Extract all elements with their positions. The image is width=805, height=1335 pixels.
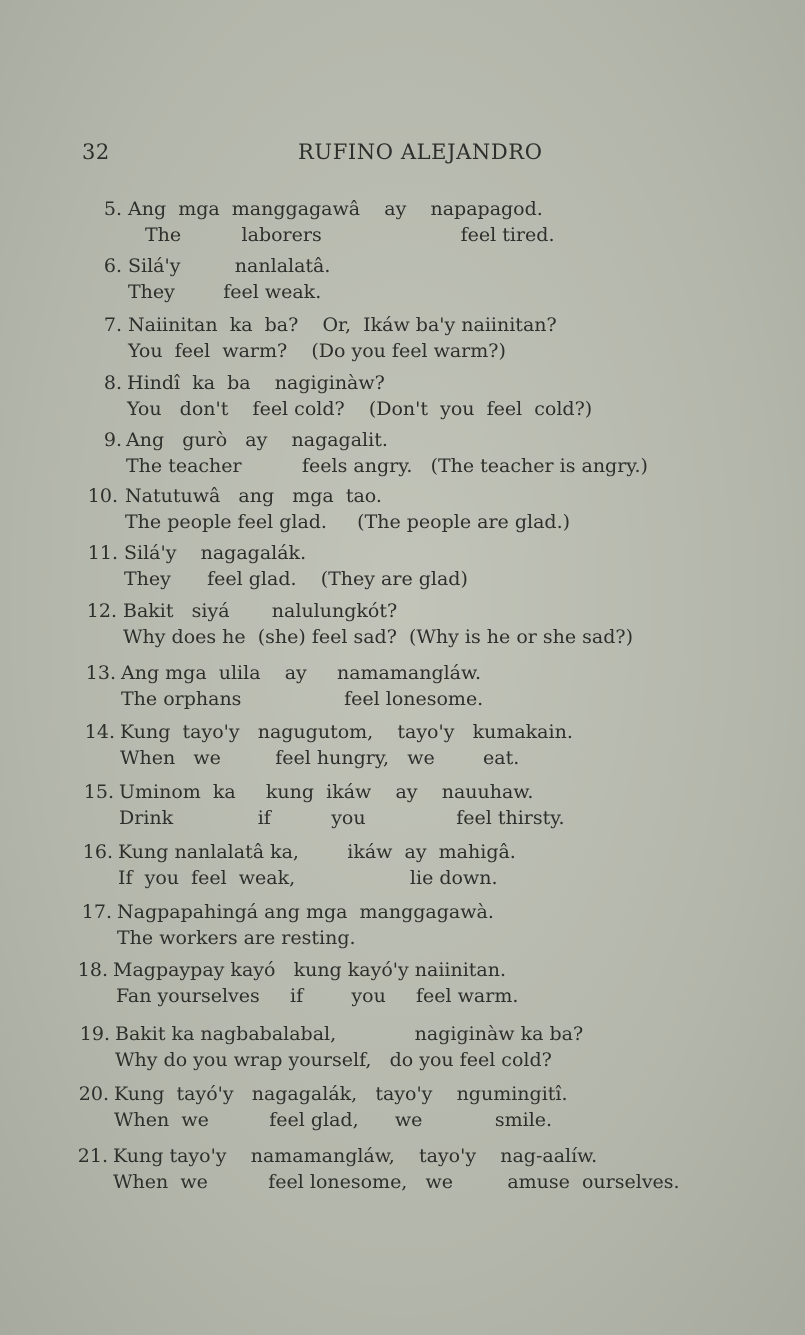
sentence-entry <box>0 780 805 838</box>
entry-number: 21. <box>77 1145 108 1167</box>
entry-number: 10. <box>87 485 118 507</box>
entry-number: 15. <box>83 781 114 803</box>
tagalog-line: Kung nanlalatâ ka, ikáw ay mahigâ. <box>118 841 516 863</box>
entry-number: 13. <box>85 662 116 684</box>
sentence-entry <box>0 661 805 719</box>
tagalog-line: Kung tayo'y nagugutom, tayo'y kumakain. <box>120 721 573 743</box>
english-line: The workers are resting. <box>117 927 356 949</box>
english-line: When we feel hungry, we eat. <box>120 747 520 769</box>
entry-number: 5. <box>103 198 122 220</box>
english-line: They feel glad. (They are glad) <box>124 568 468 590</box>
tagalog-line: Ang mga manggagawâ ay napapagod. <box>128 198 543 220</box>
entry-number: 6. <box>103 255 122 277</box>
tagalog-line: Bakit siyá nalulungkót? <box>123 600 398 622</box>
sentence-entry <box>0 428 805 486</box>
tagalog-line: Kung tayo'y namamangláw, tayo'y nag-aalíw. <box>113 1145 598 1167</box>
tagalog-line: Silá'y nanlalatâ. <box>128 255 331 277</box>
tagalog-line: Bakit ka nagbabalabal, nagiginàw ka ba? <box>115 1023 584 1045</box>
sentence-entry <box>0 1022 805 1080</box>
tagalog-line: Silá'y nagagalák. <box>124 542 307 564</box>
running-head: RUFINO ALEJANDRO <box>298 140 543 164</box>
english-line: The laborers feel tired. <box>145 224 555 246</box>
tagalog-line: Nagpapahingá ang mga manggagawà. <box>117 901 494 923</box>
tagalog-line: Natutuwâ ang mga tao. <box>125 485 382 507</box>
sentence-entry <box>0 541 805 599</box>
entry-number: 18. <box>77 959 108 981</box>
english-line: Why do you wrap yourself, do you feel cold? <box>115 1049 552 1071</box>
english-line: Why does he (she) feel sad? (Why is he or she sad?) <box>123 626 633 648</box>
tagalog-line: Ang mga ulila ay namamangláw. <box>121 662 482 684</box>
sentence-entry <box>0 371 805 429</box>
english-line: Drink if you feel thirsty. <box>119 807 565 829</box>
sentence-entry <box>0 1144 805 1202</box>
page-number: 32 <box>82 140 110 164</box>
entry-number: 8. <box>103 372 122 394</box>
tagalog-line: Kung tayó'y nagagalák, tayo'y ngumingitî. <box>114 1083 568 1105</box>
tagalog-line: Hindî ka ba nagiginàw? <box>127 372 385 394</box>
entry-number: 9. <box>103 429 122 451</box>
sentence-entry <box>0 313 805 371</box>
sentence-entry <box>0 900 805 958</box>
tagalog-line: Uminom ka kung ikáw ay nauuhaw. <box>119 781 534 803</box>
english-line: They feel weak. <box>128 281 322 303</box>
english-line: The people feel glad. (The people are glad.) <box>125 511 571 533</box>
english-line: The orphans feel lonesome. <box>121 688 484 710</box>
english-line: When we feel glad, we smile. <box>114 1109 553 1131</box>
sentence-entry <box>0 599 805 657</box>
sentence-entry <box>0 484 805 542</box>
entry-number: 11. <box>87 542 118 564</box>
sentence-entry <box>0 958 805 1016</box>
english-line: Fan yourselves if you feel warm. <box>116 985 519 1007</box>
tagalog-line: Naiinitan ka ba? Or, Ikáw ba'y naiinitan? <box>128 314 557 336</box>
sentence-entry <box>0 197 805 255</box>
english-line: You feel warm? (Do you feel warm?) <box>128 340 506 362</box>
entry-number: 19. <box>79 1023 110 1045</box>
english-line: The teacher feels angry. (The teacher is angry.) <box>126 455 648 477</box>
entry-number: 7. <box>103 314 122 336</box>
tagalog-line: Ang gurò ay nagagalit. <box>126 429 388 451</box>
entry-number: 17. <box>81 901 112 923</box>
entry-number: 14. <box>84 721 115 743</box>
sentence-entry <box>0 1082 805 1140</box>
sentence-entry <box>0 254 805 312</box>
entry-number: 20. <box>78 1083 109 1105</box>
english-line: If you feel weak, lie down. <box>118 867 498 889</box>
english-line: You don't feel cold? (Don't you feel cold?) <box>127 398 593 420</box>
sentence-entry <box>0 840 805 898</box>
english-line: When we feel lonesome, we amuse ourselves. <box>113 1171 680 1193</box>
sentence-entry <box>0 720 805 778</box>
entry-number: 16. <box>82 841 113 863</box>
tagalog-line: Magpaypay kayó kung kayó'y naiinitan. <box>113 959 507 981</box>
entry-number: 12. <box>86 600 117 622</box>
